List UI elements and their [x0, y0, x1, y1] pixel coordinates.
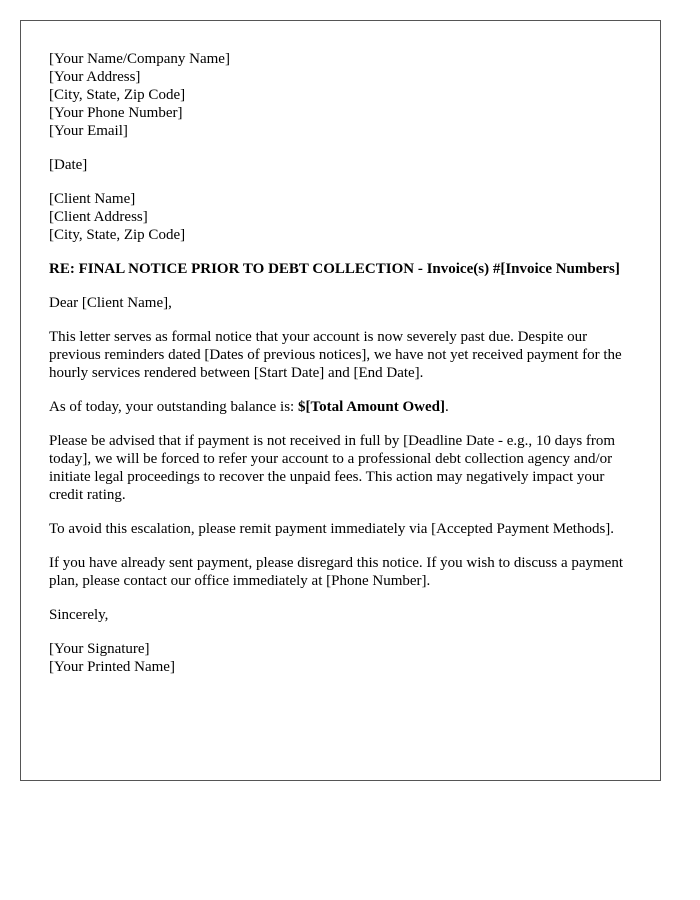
- letter: [20, 20, 661, 781]
- balance-prefix: As of today, your outstanding balance is:: [49, 399, 298, 415]
- sender-address: [Your Address]: [49, 69, 141, 85]
- sender-block: [49, 50, 632, 140]
- subject-line: [49, 260, 632, 278]
- printed-name: [Your Printed Name]: [49, 659, 175, 675]
- sender-phone: [Your Phone Number]: [49, 105, 183, 121]
- paragraph-warning: Please be advised that if payment is not received in full by [Deadline Date - e.g., 10 days from today], we will be forced to refer your account to a professional debt collection agency and/or initiate legal proceedings to recover the unpaid fees. This action may negatively impact your credit rating.: [49, 433, 616, 503]
- recipient-city: [City, State, Zip Code]: [49, 227, 186, 243]
- paragraph-disregard: If you have already sent payment, please disregard this notice. If you wish to discuss a payment plan, please contact our office immediately at [Phone Number].: [49, 555, 624, 589]
- date: [Date]: [49, 157, 88, 173]
- sender-email: [Your Email]: [49, 123, 128, 139]
- paragraph-notice: This letter serves as formal notice that your account is now severely past due. Despite our previous reminders dated [Dates of previous notices], we have not yet received payment for the hourly services rendered between [Start Date] and [End Date].: [49, 329, 622, 381]
- signature: [Your Signature]: [49, 641, 150, 657]
- paragraph-payment: To avoid this escalation, please remit payment immediately via [Accepted Payment Methods].: [49, 521, 615, 537]
- subject-text: RE: FINAL NOTICE PRIOR TO DEBT COLLECTION - Invoice(s) #[Invoice Numbers]: [49, 261, 620, 277]
- sender-city: [City, State, Zip Code]: [49, 87, 186, 103]
- recipient-name: [Client Name]: [49, 191, 136, 207]
- closing: Sincerely,: [49, 607, 109, 623]
- signature-block: [49, 640, 632, 676]
- sender-name: [Your Name/Company Name]: [49, 51, 230, 67]
- recipient-block: [49, 190, 632, 244]
- recipient-address: [Client Address]: [49, 209, 148, 225]
- balance-amount: $[Total Amount Owed]: [297, 399, 445, 415]
- balance-suffix: .: [444, 399, 449, 415]
- salutation: Dear [Client Name],: [49, 295, 172, 311]
- paragraph-balance: [49, 398, 632, 416]
